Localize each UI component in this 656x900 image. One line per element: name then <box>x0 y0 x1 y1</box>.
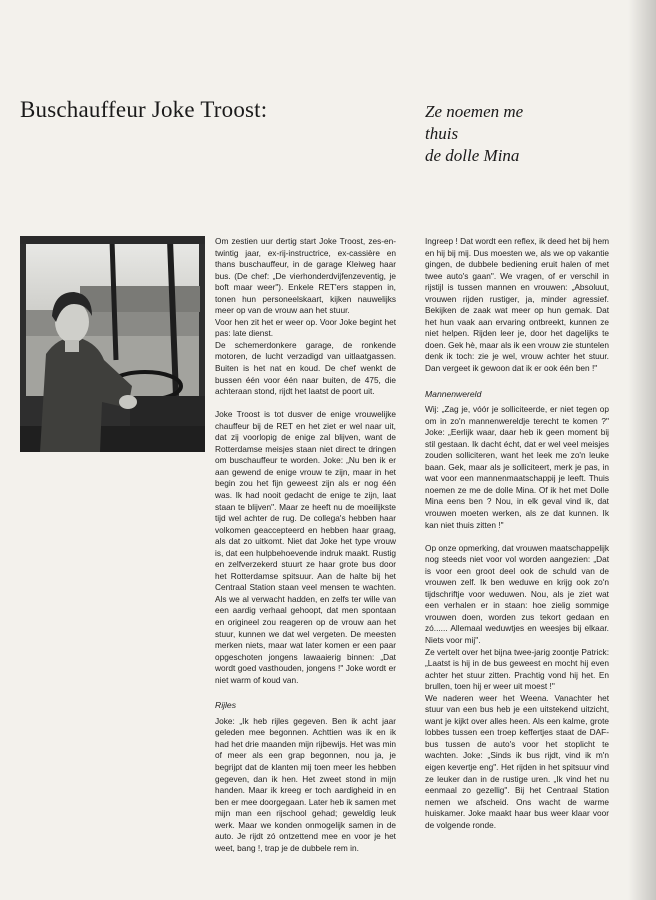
article-paragraph: Joke Troost is tot dusver de enige vrouwelijke chauffeur bij de RET en het ziet er wel naar uit, dat zij voorlopig de enige zal blijven, want de Rotterdamse meisjes staan niet direct te dringen om buschauffeur te worden. Joke: „Nu ben ik er aan gewend de enige vrouw te zijn, maar in het begin zou het fijn geweest zijn als er nog één was. Ik had nooit gedacht de enige te zijn, laat staan te blijven". Maar ze heeft nu de moeilijkste tijd wel achter de rug. De collega's hebben haar volkomen geaccepteerd en hebben haar graag, als dat zo uitkomt. Niet dat Joke het type vrouw is, dat een hulpbehoevende indruk maakt. Rustig en zelfverzekerd stuurt ze haar grote bus door het Rotterdamse spitsuur. Aan de halte bij het Centraal Station staan veel mensen te wachten. Als we al verwacht hadden, en zelfs ter wille van een aardig verhaal gehoopt, dat men spontaan en origineel zou reageren op de vrouw aan het stuur, kunnen we dat wel vergeten. De meesten merken niets, maar wat later komen er een paar opgeschoten jongens lawaaierig binnen: „Dat wordt goed vasthouden, jongens !" Joke wordt er niet warm of koud van. <box>215 409 396 685</box>
tagline-line: Ze noemen me <box>425 102 524 121</box>
article-column-left <box>215 236 396 854</box>
article-paragraph: Ingreep ! Dat wordt een reflex, ik deed het bij hem en hij bij mij. Dus moesten we, als we op vakantie gingen, de dubbele bediening eruit halen of met twee auto's gaan". We vragen, of er verschil in rijstijl is tussen mannen en vrouwen: „Absoluut, vrouwen rijden rustiger, ja, minder agressief. Bekijken de zaak wat meer op hun gemak. Dat het hun vaak aan ervaring ontbreekt, kunnen ze niet helpen. Rijden leer je, door het dagelijks te doen. Gek hè, maar als ik een vrouw zie stuntelen denk ik toch: zie je wel, vrouw achter het stuur. Dan vergeet ik gewoon dat ik er ook één ben !" <box>425 236 610 374</box>
bus-driver-photo <box>20 236 205 452</box>
article-column-right <box>425 236 609 831</box>
article-paragraph: Op onze opmerking, dat vrouwen maatschappelijk nog steeds niet voor vol worden aangezien: „Dat is voor een groot deel ook de schuld van de vrouwen zelf. Ik ben weduwe en krijg ook zo'n tijdschriftje voor weduwen. Nou, als je ziet wat een verhalen er in staan: hoe zielig sommige vrouwen doen, worden zus tekort gedaan en zó...... Allemaal weduwtjes en weesjes bij elkaar. Niets voor mij". <box>425 542 610 645</box>
page-edge-shadow <box>628 0 656 900</box>
article-paragraph: Voor hen zit het er weer op. Voor Joke begint het pas: late dienst. <box>215 316 396 339</box>
article-paragraph: We naderen weer het Weena. Vanachter het stuur van een bus heb je een uitstekend uitzicht, want je kijkt over alles heen. Als een kalme, grote lobbes tussen een troep keffertjes staat de DAF-bus tussen de auto's voor het stoplicht te wachten. Joke: „Sinds ik bus rijdt, vind ik m'n eigen kevertje eng". Het rijden in het spitsuur vind ze leuker dan in de rustige uren. „Ik vind het nu eenmaal zo gezellig". Bij het Centraal Station nemen we afscheid. Ons wacht de warme huiskamer. Joke maakt haar bus weer klaar voor de volgende ronde. <box>425 692 609 830</box>
article-paragraph: Joke: „Ik heb rijles gegeven. Ben ik acht jaar geleden mee begonnen. Achttien was ik en ik had het drie maanden mijn rijbewijs. Het was min of meer als een grap begonnen, nou ja, je begrijpt dat de klanten mij toen meer les hebben gegeven, dan ik hen. Het zweet stond in mijn handen. Maar ik kreeg er toch aardigheid in en ben er mee doorgegaan. Later heb ik samen met mijn man een rijschool gehad; geweldig leuk werk. Maar we konden onmogelijk samen in de auto. Je rijdt zó ontzettend mee en voor je het weet, bang !, trap je de dubbele rem in. <box>215 715 396 853</box>
article-paragraph: Wij: „Zag je, vóór je solliciteerde, er niet tegen op om in zo'n mannenwereldje terecht te komen ?" Joke: „Eerlijk waar, daar heb ik geen moment bij stil gestaan. Ik dacht écht, dat er wel veel meisjes zouden solliciteren, want het leek me zo'n leuke baan. Gek, maar als je solliciteert, merk je pas, in wat voor een mannenmaatschappij je leeft. Thuis noemen ze me de dolle Mina. Of ik het met Dolle Mina eens ben ? Nou, in elk geval vind ik, dat vrouwen moeten werken, als ze dat kunnen. Ik kan niet thuis zitten !" <box>425 404 609 530</box>
tagline-line: de dolle Mina <box>425 146 520 165</box>
article-headline: Buschauffeur Joke Troost: <box>20 97 268 122</box>
article-paragraph: De schemerdonkere garage, de ronkende motoren, de lucht verzadigd van uitlaatgassen. Buiten is het nat en koud. De chef wenkt de bussen één voor één naar buiten, de 475, die achteraan stond, rijdt het laatst de poort uit. <box>215 339 396 397</box>
section-subheading: Rijles <box>215 700 237 711</box>
article-paragraph: Om zestien uur dertig start Joke Troost, zes-en-twintig jaar, ex-rij-instructrice, ex-cassière en thans buschauffeur, in de garage Kleiweg haar bus. (De chef: „De vierhonderdvijfenzeventig, je boft maar weer"). Enkele RET'ers stappen in, tonen hun personeelskaart, kijken nauwelijks meer op van de vrouw aan het stuur. <box>215 236 396 316</box>
article-tagline <box>425 101 523 167</box>
section-subheading: Mannenwereld <box>425 388 482 399</box>
tagline-line: thuis <box>425 124 459 143</box>
article-paragraph: Ze vertelt over het bijna twee-jarig zoontje Patrick: „Laatst is hij in de bus geweest en mocht hij even achter het stuur zitten. Prachtig vond hij het. En brullen, toen hij er weer uit moest !" <box>425 646 609 692</box>
bus-driver-photo-art <box>20 236 205 452</box>
